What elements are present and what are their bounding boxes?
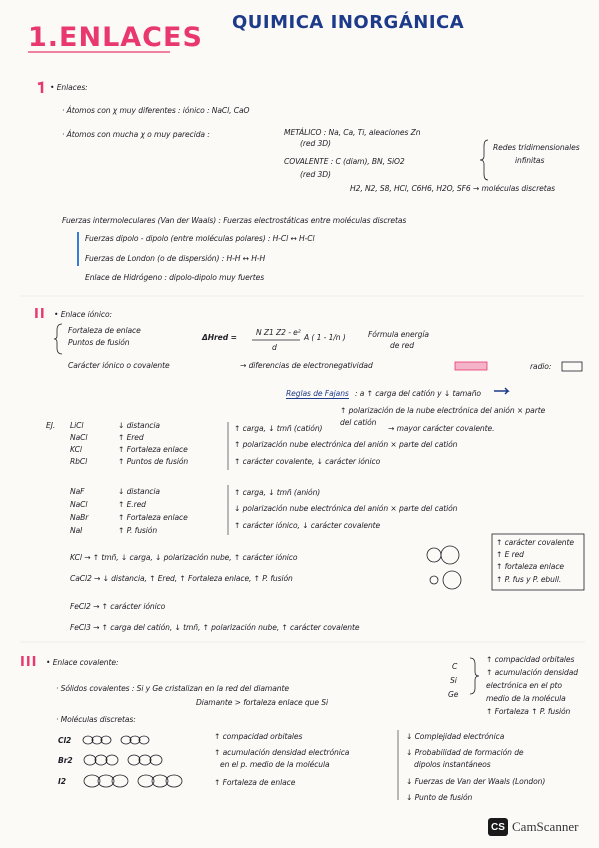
roman-3: III xyxy=(20,655,38,670)
polar-line2: del catión xyxy=(340,418,377,427)
caracter-label: Carácter iónico o covalente xyxy=(68,361,170,370)
rt-item: ↓ Complejidad electrónica xyxy=(406,732,505,741)
molec-line: H2, N2, S8, HCl, C6H6, H2O, SF6 → moléculas discretas xyxy=(350,184,555,193)
g2-effect: ↑ carga, ↓ tmñ (anión) xyxy=(234,488,321,497)
camscanner-logo-icon: CS xyxy=(488,818,508,836)
molecule: Cl2 xyxy=(58,736,72,745)
box-item: ↑ carácter covalente xyxy=(496,538,574,547)
solidos-line: · Sólidos covalentes : Si y Ge cristalizan en la red del diamante xyxy=(56,684,289,693)
g1-compound: KCl xyxy=(70,445,82,454)
g1-compound: LiCl xyxy=(70,421,84,430)
fuerza-hidrogeno: Enlace de Hidrógeno : dipolo-dipolo muy fuertes xyxy=(85,273,265,282)
molecs-line: · Moléculas discretas: xyxy=(56,715,136,724)
g1-prop: ↓ distancia xyxy=(118,421,160,430)
cov-line: COVALENTE : C (diam), BN, SiO2 xyxy=(284,157,405,166)
s3-right: ↑ acumulación densidad xyxy=(486,668,579,677)
element: Si xyxy=(450,676,457,685)
s3-right: ↑ Fortaleza ↑ P. fusión xyxy=(486,707,571,716)
mid-item: en el p. medio de la molécula xyxy=(220,760,330,769)
g2-prop: ↓ distancia xyxy=(118,487,160,496)
radio-label: radio: xyxy=(530,362,552,371)
element: C xyxy=(452,662,458,671)
g1-effect: ↑ polarización nube electrónica del anión × parte del catión xyxy=(234,440,458,449)
box-item: ↑ fortaleza enlace xyxy=(496,562,564,571)
camscanner-watermark xyxy=(488,818,578,836)
mid-item: ↑ acumulación densidad electrónica xyxy=(214,748,350,757)
g1-prop: ↑ Puntos de fusión xyxy=(118,457,189,466)
fajans-label: Reglas de Fajans xyxy=(286,389,349,398)
g1-effect: ↑ carácter covalente, ↓ carácter iónico xyxy=(234,457,381,466)
g2-compound: NaCl xyxy=(70,500,88,509)
fortaleza-label: Fortaleza de enlace xyxy=(68,326,141,335)
rt-item: ↓ Punto de fusión xyxy=(406,793,473,802)
ej-label: EJ. xyxy=(46,421,56,430)
g2-prop: ↑ P. fusión xyxy=(118,526,158,535)
g1-effect: ↑ carga, ↓ tmñ (catión) xyxy=(234,424,323,433)
s1-line1: · Átomos con χ muy diferentes : iónico : NaCl, CaO xyxy=(62,106,250,115)
formula-num: N Z1 Z2 - e² xyxy=(256,328,301,337)
g2-effect: ↓ polarización nube electrónica del anión × parte del catión xyxy=(234,504,458,513)
fuerza-dipolo: Fuerzas dipolo - dipolo (entre moléculas polares) : H-Cl ↔ H-Cl xyxy=(85,234,315,243)
rt-item: ↓ Fuerzas de Van der Waals (London) xyxy=(406,777,546,786)
s3-right: medio de la molécula xyxy=(486,694,566,703)
g2-effect: ↑ carácter iónico, ↓ carácter covalente xyxy=(234,521,381,530)
infinitas-label: infinitas xyxy=(515,156,545,165)
element: Ge xyxy=(448,690,459,699)
s2-title: • Enlace iónico: xyxy=(54,310,112,319)
formula-note2: de red xyxy=(390,341,414,350)
cov-sub: (red 3D) xyxy=(300,170,331,179)
formula-note: Fórmula energía xyxy=(368,330,429,339)
roman-2: II xyxy=(34,307,46,322)
kcl-line: KCl → ↑ tmñ, ↓ carga, ↓ polarización nube, ↑ carácter iónico xyxy=(70,553,298,562)
fecl2-line: FeCl2 → ↑ carácter iónico xyxy=(70,602,166,611)
fuerza-london: Fuerzas de London (o de dispersión) : H-H ↔ H-H xyxy=(85,254,266,263)
s3-title: • Enlace covalente: xyxy=(46,658,119,667)
mayor-line: → mayor carácter covalente. xyxy=(388,424,495,433)
mid-item: ↑ Fortaleza de enlace xyxy=(214,778,296,787)
formula-lhs: ΔHred = xyxy=(202,333,237,342)
g2-prop: ↑ E.red xyxy=(118,500,146,509)
g1-compound: RbCl xyxy=(70,457,88,466)
camscanner-brand: CamScanner xyxy=(512,819,579,834)
cacl-line: CaCl2 → ↓ distancia, ↑ Ered, ↑ Fortaleza enlace, ↑ P. fusión xyxy=(70,574,293,583)
molecule: Br2 xyxy=(58,756,73,765)
g2-compound: NaI xyxy=(70,526,83,535)
molecule: I2 xyxy=(58,777,66,786)
formula-rest: A ( 1 - 1/n ) xyxy=(304,333,346,342)
g1-prop: ↑ Ered xyxy=(118,433,144,442)
s3-right: ↑ compacidad orbitales xyxy=(486,655,575,664)
mid-item: ↑ compacidad orbitales xyxy=(214,732,303,741)
fajans-text: : a ↑ carga del catión y ↓ tamaño xyxy=(355,389,481,398)
fuerzas-line: Fuerzas intermoleculares (Van der Waals) : Fuerzas electrostáticas entre moléculas discretas xyxy=(62,216,407,225)
g2-prop: ↑ Fortaleza enlace xyxy=(118,513,188,522)
redes-label: Redes tridimensionales xyxy=(493,143,580,152)
box-item: ↑ P. fus y P. ebull. xyxy=(496,575,562,584)
s1-line2: · Átomos con mucha χ o muy parecida : xyxy=(62,130,210,139)
metal-sub: (red 3D) xyxy=(300,139,331,148)
section-heading: 1.ENLACES xyxy=(28,22,203,53)
g2-compound: NaF xyxy=(70,487,85,496)
fecl3-line: FeCl3 → ↑ carga del catión, ↓ tmñ, ↑ polarización nube, ↑ carácter covalente xyxy=(70,623,360,632)
solidos-line2: Diamante > fortaleza enlace que Si xyxy=(196,698,328,707)
formula-den: d xyxy=(272,343,277,352)
pfusion-label: Puntos de fusión xyxy=(68,338,130,347)
g1-prop: ↑ Fortaleza enlace xyxy=(118,445,188,454)
g2-compound: NaBr xyxy=(70,513,89,522)
g1-compound: NaCl xyxy=(70,433,88,442)
box-item: ↑ E red xyxy=(496,550,524,559)
rt-item: ↓ Probabilidad de formación de xyxy=(406,748,524,757)
s3-right: electrónica en el pto xyxy=(486,681,562,690)
rt-item: dipolos instantáneos xyxy=(414,760,491,769)
polar-line: ↑ polarización de la nube electrónica del anión × parte xyxy=(340,406,546,415)
metal-line: METÁLICO : Na, Ca, Ti, aleaciones Zn xyxy=(284,128,421,137)
s1-bullet: • Enlaces: xyxy=(50,83,88,92)
page-title: QUIMICA INORGÁNICA xyxy=(232,12,465,33)
caracter-arrow: → diferencias de electronegatividad xyxy=(240,361,373,370)
